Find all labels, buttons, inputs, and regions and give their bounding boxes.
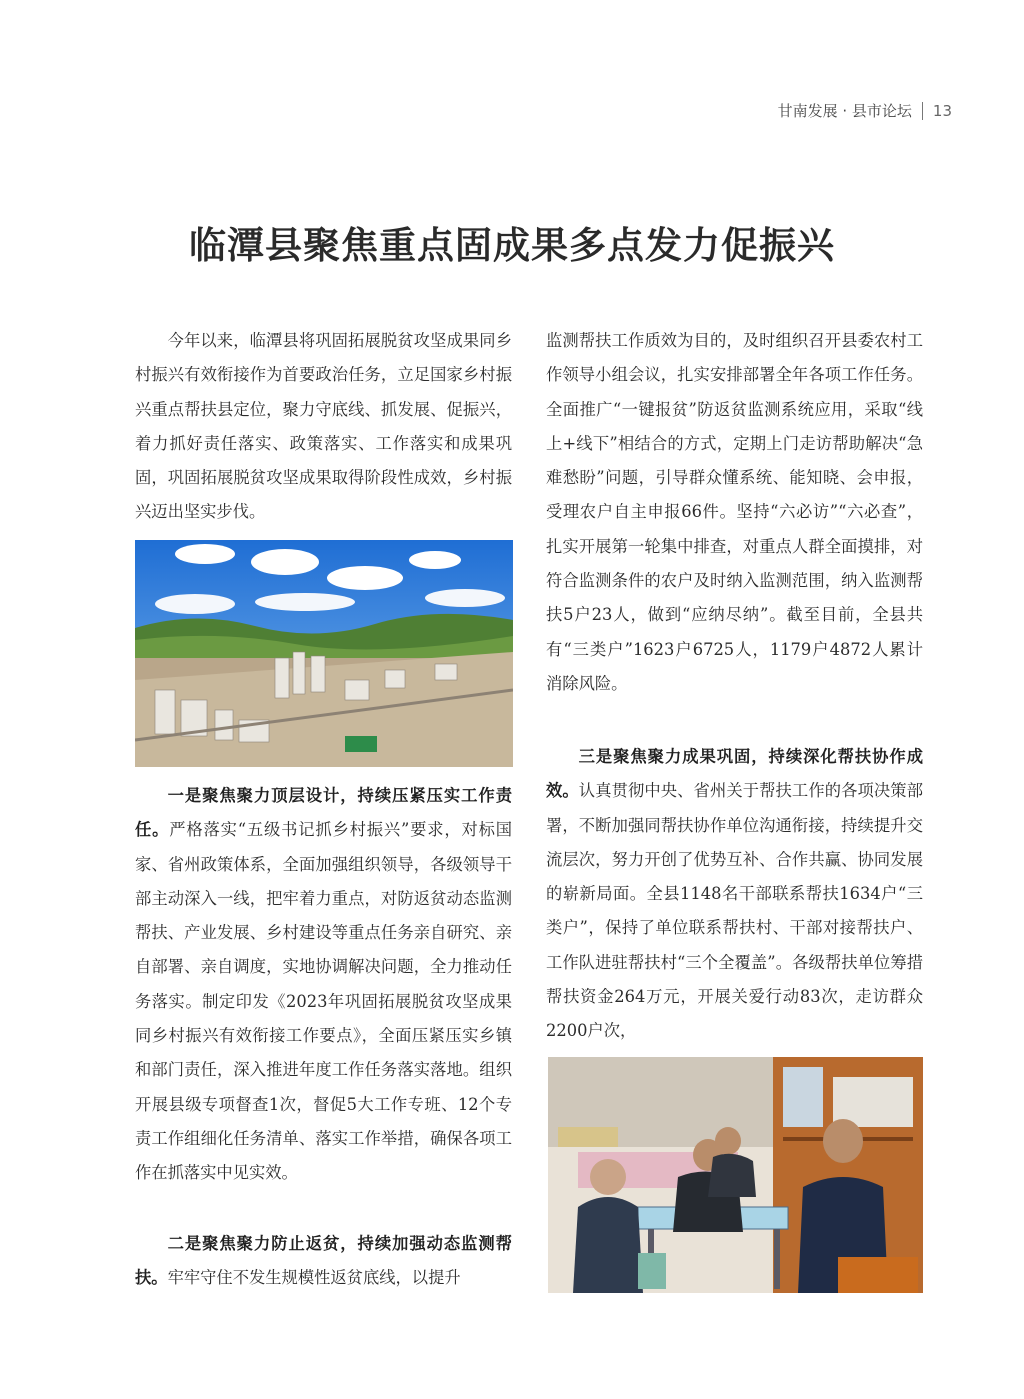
section-name: 甘南发展 · 县市论坛 (777, 102, 912, 120)
article-title: 临潭县聚焦重点固成果多点发力促振兴 (189, 223, 835, 267)
header-divider (922, 102, 923, 120)
section1-body: 严格落实“五级书记抓乡村振兴”要求，对标国家、省州政策体系，全面加强组织领导，各级领导干部主动深入一线，把牢着力重点，对防返贫动态监测帮扶、产业发展、乡村建设等重点任务亲自研究、亲自部署、亲自调度，实地协调解决问题，全力推动任务落实。制定印发《2023年巩固拓展脱贫攻坚成果同乡村振兴有效衔接工作要点》，全面压紧压实乡镇和部门责任，深入推进年度工作任务落实落地。组织开展县级专项督查1次，督促5大工作专班、12个专责工作组细化任务清单、落实工作举措，确保各项工作在抓落实中见实效。 (135, 820, 512, 1183)
section1-lead: 一是聚焦聚力顶层设计，持续压紧压实工作责任。 (135, 786, 512, 840)
page-header (778, 100, 952, 121)
page-number: 13 (932, 101, 952, 120)
section3-paragraph (546, 740, 923, 1049)
intro-paragraph: 今年以来，临潭县将巩固拓展脱贫攻坚成果同乡村振兴有效衔接作为首要政治任务，立足国家乡村振兴重点帮扶县定位，聚力守底线、抓发展、促振兴，着力抓好责任落实、政策落实、工作落实和成果巩固，巩固拓展脱贫攻坚成果取得阶段性成效，乡村振兴迈出坚实步伐。 (135, 331, 512, 522)
section2-paragraph-start (135, 1227, 512, 1296)
section2-body-left: 牢牢守住不发生规模性返贫底线，以提升 (167, 1268, 461, 1288)
town-aerial-photo (135, 540, 513, 767)
section3-lead: 三是聚焦聚力成果巩固，持续深化帮扶协作成效。 (546, 747, 923, 801)
section2-paragraph-continued: 监测帮扶工作质效为目的，及时组织召开县委农村工作领导小组会议，扎实安排部署全年各项工作任务。全面推广“一键报贫”防返贫监测系统应用，采取“线上+线下”相结合的方式，定期上门走访帮助解决“急难愁盼”问题，引导群众懂系统、能知晓、会申报，受理农户自主申报66件。坚持“六必访”“六必查”，扎实开展第一轮集中排查，对重点人群全面摸排，对符合监测条件的农户及时纳入监测范围，纳入监测帮扶5户23人，做到“应纳尽纳”。截至目前，全县共有“三类户”1623户6725人，1179户4872人累计消除风险。 (546, 331, 923, 693)
section3-body: 认真贯彻中央、省州关于帮扶工作的各项决策部署，不断加强同帮扶协作单位沟通衔接，持续提升交流层次，努力开创了优势互补、合作共赢、协同发展的崭新局面。全县1148名干部联系帮扶1634户“三类户”，保持了单位联系帮扶村、干部对接帮扶户、工作队进驻帮扶村“三个全覆盖”。各级帮扶单位筹措帮扶资金264万元，开展关爱行动83次，走访群众2200户次， (546, 781, 923, 1041)
section1-paragraph (135, 779, 512, 1191)
household-visit-photo (548, 1057, 923, 1293)
section2-lead: 二是聚焦聚力防止返贫，持续加强动态监测帮扶。 (135, 1234, 512, 1288)
